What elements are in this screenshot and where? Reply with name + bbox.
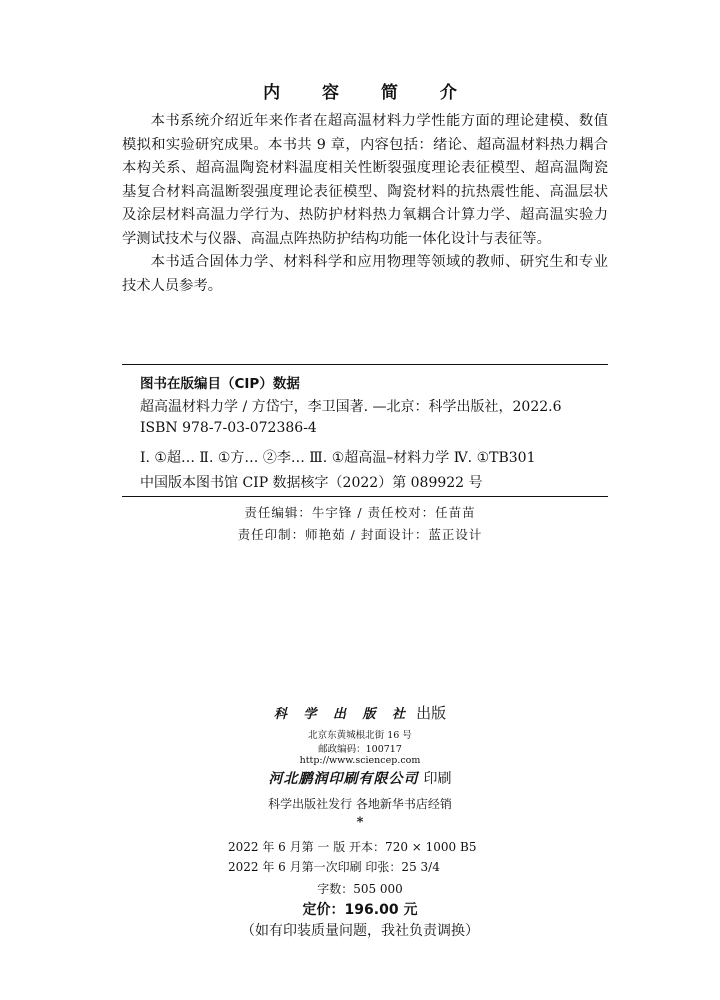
publisher-suffix: 出版 bbox=[416, 704, 447, 722]
publisher-url: http://www.sciencep.com bbox=[299, 755, 421, 766]
cip-classification: Ⅰ. ①超… Ⅱ. ①方… ②李… Ⅲ. ①超高温–材料力学 Ⅳ. ①TB301 bbox=[140, 450, 536, 466]
printer-suffix: 印刷 bbox=[423, 771, 452, 787]
cip-title-line: 超高温材料力学 / 方岱宁，李卫国著. —北京：科学出版社，2022.6 bbox=[140, 399, 562, 415]
publisher-name: 科 学 出 版 社 bbox=[273, 707, 411, 722]
printer-line bbox=[0, 768, 720, 788]
summary-paragraph: 本书系统介绍近年来作者在超高温材料力学性能方面的理论建模、数值模拟和实验研究成果。本书共 9 章，内容包括：绪论、超高温材料热力耦合本构关系、超高温陶瓷材料温度相关性断裂强度理论表征模型、超高温陶瓷基复合材料高温断裂强度理论表征模型、陶瓷材料的抗热震性能、高温层状及涂层材料高温力学行为、热防护材料热力氧耦合计算力学、超高温实验力学测试技术与仪器、高温点阵热防护结构功能一体化设计与表征等。 bbox=[122, 113, 608, 247]
quality-notice: （如有印装质量问题，我社负责调换） bbox=[241, 923, 479, 939]
summary-paragraph: 本书适合固体力学、材料科学和应用物理等领域的教师、研究生和专业技术人员参考。 bbox=[122, 254, 608, 294]
price: 定价：196.00 元 bbox=[302, 902, 418, 918]
summary-body bbox=[122, 110, 608, 298]
summary-title: 内 容 简 介 bbox=[263, 83, 475, 103]
printing-line: 2022 年 6 月第一次印刷 印张：25 3/4 bbox=[228, 860, 440, 874]
word-count: 字数：505 000 bbox=[317, 882, 403, 896]
cip-bottom-rule bbox=[122, 496, 608, 497]
publisher-address: 北京东黄城根北街 16 号 bbox=[308, 730, 412, 741]
edition-line: 2022 年 6 月第 一 版 开本：720 × 1000 B5 bbox=[228, 840, 477, 854]
responsibility-production: 责任印制：师艳茹 / 封面设计：蓝正设计 bbox=[237, 527, 483, 542]
printer-name: 河北鹏润印刷有限公司 bbox=[268, 771, 419, 787]
separator-star: * bbox=[356, 815, 364, 830]
distribution-line: 科学出版社发行 各地新华书店经销 bbox=[268, 797, 452, 811]
publisher-postcode: 邮政编码：100717 bbox=[318, 744, 402, 755]
cip-record-number: 中国版本图书馆 CIP 数据核字（2022）第 089922 号 bbox=[140, 475, 483, 491]
responsibility-editors: 责任编辑：牛宇锋 / 责任校对：任苗苗 bbox=[244, 505, 476, 520]
cip-heading: 图书在版编目（CIP）数据 bbox=[140, 376, 300, 392]
cip-top-rule bbox=[122, 364, 608, 365]
publisher-line bbox=[0, 702, 720, 723]
cip-isbn: ISBN 978-7-03-072386-4 bbox=[140, 420, 317, 436]
